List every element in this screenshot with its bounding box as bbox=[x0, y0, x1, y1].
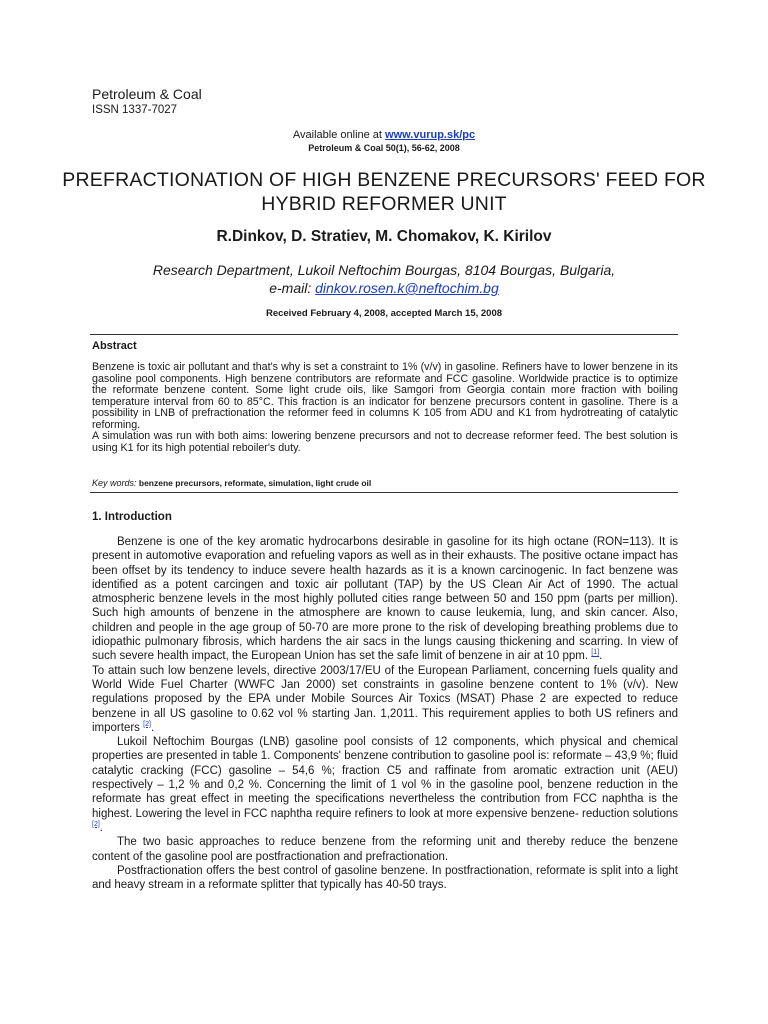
abstract-bottom-rule bbox=[90, 492, 678, 493]
issn: ISSN 1337-7027 bbox=[92, 104, 178, 116]
citation-ref[interactable]: [2] bbox=[143, 721, 151, 729]
paragraph-text: Benzene is one of the key aromatic hydrocarbons desirable in gasoline for its high octane (RON=113). It is present in automotive evaporation and refueling vapors as well as in their exhausts. The positive octane impact has been offset by its tendency to induce severe health hazards as it is a known carcinogenic. In fact benzene was identified as a potent carcingen and toxic air pollutant (TAP) by the US Clean Air Act of 1990. The actual atmospheric benzene levels in the most highly polluted cities range between 50 and 150 ppm (parts per million). Such high amounts of benzene in the atmosphere are known to cause leukemia, lung, and skin cancer. Also, children and people in the age group of 50-70 are more prone to the risk of developing breathing problems due to idiopathic pulmonary fibrosis, which hardens the air sacs in the lungs causing thickening and scarring. In view of such severe health impact, the European Union has set the safe limit of benzene in air at 10 ppm. bbox=[92, 536, 678, 663]
journal-name: Petroleum & Coal bbox=[92, 86, 202, 102]
abstract-heading: Abstract bbox=[92, 340, 137, 352]
body-paragraph: Benzene is one of the key aromatic hydrocarbons desirable in gasoline for its high octane (RON=113). It is present in automotive evaporation and refueling vapors as well as in their exhausts. The positive octane impact has been offset by its tendency to induce severe health hazards as it is a known carcinogenic. In fact benzene was identified as a potent carcingen and toxic air pollutant (TAP) by the US Clean Air Act of 1990. The actual atmospheric benzene levels in the most highly polluted cities range between 50 and 150 ppm (parts per million). Such high amounts of benzene in the atmosphere are known to cause leukemia, lung, and skin cancer. Also, children and people in the age group of 50-70 are more prone to the risk of developing breathing problems due to idiopathic pulmonary fibrosis, which hardens the air sacs in the lungs causing thickening and scarring. In view of such severe health impact, the European Union has set the safe limit of benzene in air at 10 ppm. [1]. bbox=[92, 536, 678, 663]
email-label: e-mail: bbox=[269, 280, 316, 296]
body-paragraph: To attain such low benzene levels, directive 2003/17/EU of the European Parliament, concerning fuels quality and World Wide Fuel Charter (WWFC Jan 2000) set constraints in gasoline benzene content to 1% (v/v). New regulations proposed by the EPA under Mobile Sources Air Toxics (MSAT) Phase 2 are expected to reduce benzene in all US gasoline to 0.62 vol % starting Jan. 1,2011. This requirement applies to both US refiners and importers [2]. bbox=[92, 664, 678, 734]
abstract-paragraph: A simulation was run with both aims: lowering benzene precursors and not to decrease reformer feed. The best solution is using K1 for its high potential reboiler's duty. bbox=[92, 430, 678, 454]
body-paragraph: The two basic approaches to reduce benzene from the reforming unit and thereby reduce the benzene content of the gasoline pool are postfractionation and prefractionation. bbox=[92, 836, 678, 863]
introduction-body bbox=[92, 535, 678, 892]
affiliation-line: Research Department, Lukoil Neftochim Bourgas, 8104 Bourgas, Bulgaria, bbox=[152, 262, 616, 278]
abstract-paragraph: Benzene is toxic air pollutant and that's why is set a constraint to 1% (v/v) in gasoline. Refiners have to lower benzene in its gasoline pool components. High benzene contributors are reformate and FCC gasoline. Worldwide practice is to optimize the reformate benzene content. Some light crude oils, like Samgori from Georgia contain more fraction with boiling temperature interval from 60 to 85°C. This fraction is an indicator for benzene precursors content in gasoline. There is a possibility in LNB of prefractionation the reformer feed in columns K 105 from ADU and K1 from hydrotreating of catalytic reforming. bbox=[92, 361, 678, 431]
affiliation bbox=[0, 261, 768, 297]
available-prefix: Available online at bbox=[292, 129, 386, 141]
availability-line bbox=[0, 129, 768, 141]
authors: R.Dinkov, D. Stratiev, M. Chomakov, K. Kirilov bbox=[216, 228, 552, 245]
received-dates: Received February 4, 2008, accepted March 15, 2008 bbox=[265, 308, 503, 319]
paragraph-text: Lukoil Neftochim Bourgas (LNB) gasoline pool consists of 12 components, which physical and chemical properties are presented in table 1. Components' benzene contribution to gasoline pool is: reformate – 43,9 %; fluid catalytic cracking (FCC) gasoline – 54,6 %; fraction C5 and raffinate from aromatic extraction unit (AEU) respectively – 1,2 % and 0,2 %. Concerning the limit of 1 vol % in the gasoline pool, benzene reduction in the reformate has great effect in meeting the specifications nevertheless the contribution from FCC naphtha is the highest. Lowering the level in FCC naphtha require refiners to look at more expensive benzene- reduction solutions bbox=[92, 736, 678, 820]
body-paragraph: Postfractionation offers the best control of gasoline benzene. In postfractionation, reformate is split into a light and heavy stream in a reformate splitter that typically has 40-50 trays. bbox=[92, 864, 678, 892]
paragraph-text: To attain such low benzene levels, directive 2003/17/EU of the European Parliament, concerning fuels quality and World Wide Fuel Charter (WWFC Jan 2000) set constraints in gasoline benzene content to 1% (v/v). New regulations proposed by the EPA under Mobile Sources Air Toxics (MSAT) Phase 2 are expected to reduce benzene in all US gasoline to 0.62 vol % starting Jan. 1,2011. This requirement applies to both US refiners and importers bbox=[92, 664, 678, 734]
keywords-text: benzene precursors, reformate, simulation, light crude oil bbox=[136, 478, 372, 488]
citation-ref[interactable]: [1] bbox=[591, 649, 600, 657]
keywords-label: Key words: bbox=[92, 478, 137, 488]
section-heading-introduction: 1. Introduction bbox=[92, 511, 172, 523]
body-paragraph: Lukoil Neftochim Bourgas (LNB) gasoline pool consists of 12 components, which physical and chemical properties are presented in table 1. Components' benzene contribution to gasoline pool is: reformate – 43,9 %; fluid catalytic cracking (FCC) gasoline – 54,6 %; fraction C5 and raffinate from aromatic extraction unit (AEU) respectively – 1,2 % and 0,2 %. Concerning the limit of 1 vol % in the gasoline pool, benzene reduction in the reformate has great effect in meeting the specifications nevertheless the contribution from FCC naphtha is the highest. Lowering the level in FCC naphtha require refiners to look at more expensive benzene- reduction solutions [2]. bbox=[92, 736, 678, 834]
paper-title: PREFRACTIONATION OF HIGH BENZENE PRECURSORS' FEED FOR HYBRID REFORMER UNIT bbox=[62, 169, 706, 215]
abstract-top-rule bbox=[90, 334, 678, 335]
keywords bbox=[92, 478, 371, 488]
abstract-body bbox=[92, 362, 678, 454]
citation-ref[interactable]: [2] bbox=[92, 821, 100, 829]
email-link[interactable]: dinkov.rosen.k@neftochim.bg bbox=[315, 280, 499, 296]
journal-link[interactable]: www.vurup.sk/pc bbox=[385, 129, 476, 141]
email-line bbox=[0, 279, 768, 297]
citation: Petroleum & Coal 50(1), 56-62, 2008 bbox=[308, 143, 460, 153]
